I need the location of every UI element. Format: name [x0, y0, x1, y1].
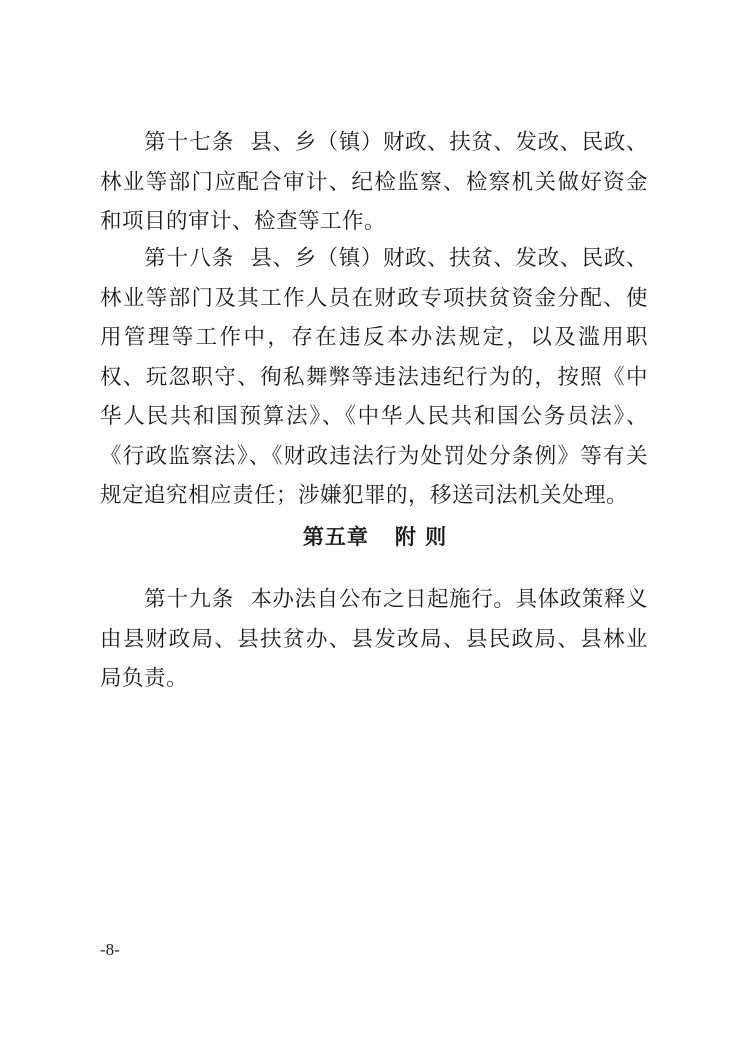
- article-18-number: 第十八条: [144, 246, 235, 271]
- article-17-text: 县、乡（镇）财政、扶贫、发改、民政、林业等部门应配合审计、纪检监察、检察机关做好资金和项目的审计、检查等工作。: [100, 130, 648, 234]
- chapter-heading: [0, 522, 750, 552]
- chapter-number: 第五章: [302, 525, 369, 549]
- article-18: [100, 239, 648, 516]
- page-number: -8-: [100, 940, 120, 959]
- article-17-number: 第十七条: [144, 130, 235, 155]
- article-19-text: 本办法自公布之日起施行。具体政策释义由县财政局、县扶贫办、县发改局、县民政局、县林业局负责。: [100, 587, 648, 691]
- article-18-text: 县、乡（镇）财政、扶贫、发改、民政、林业等部门及其工作人员在财政专项扶贫资金分配、使用管理等工作中，存在违反本办法规定，以及滥用职权、玩忽职守、徇私舞弊等违法违纪行为的，按照《中华人民共和国预算法》、《中华人民共和国公务员法》、《行政监察法》、《财政违法行为处罚处分条例》等有关规定追究相应责任；涉嫌犯罪的，移送司法机关处理。: [100, 246, 648, 508]
- article-19-number: 第十九条: [144, 587, 235, 612]
- article-19: [100, 580, 648, 699]
- chapter-title: 附 则: [394, 525, 448, 549]
- article-17: [100, 123, 648, 242]
